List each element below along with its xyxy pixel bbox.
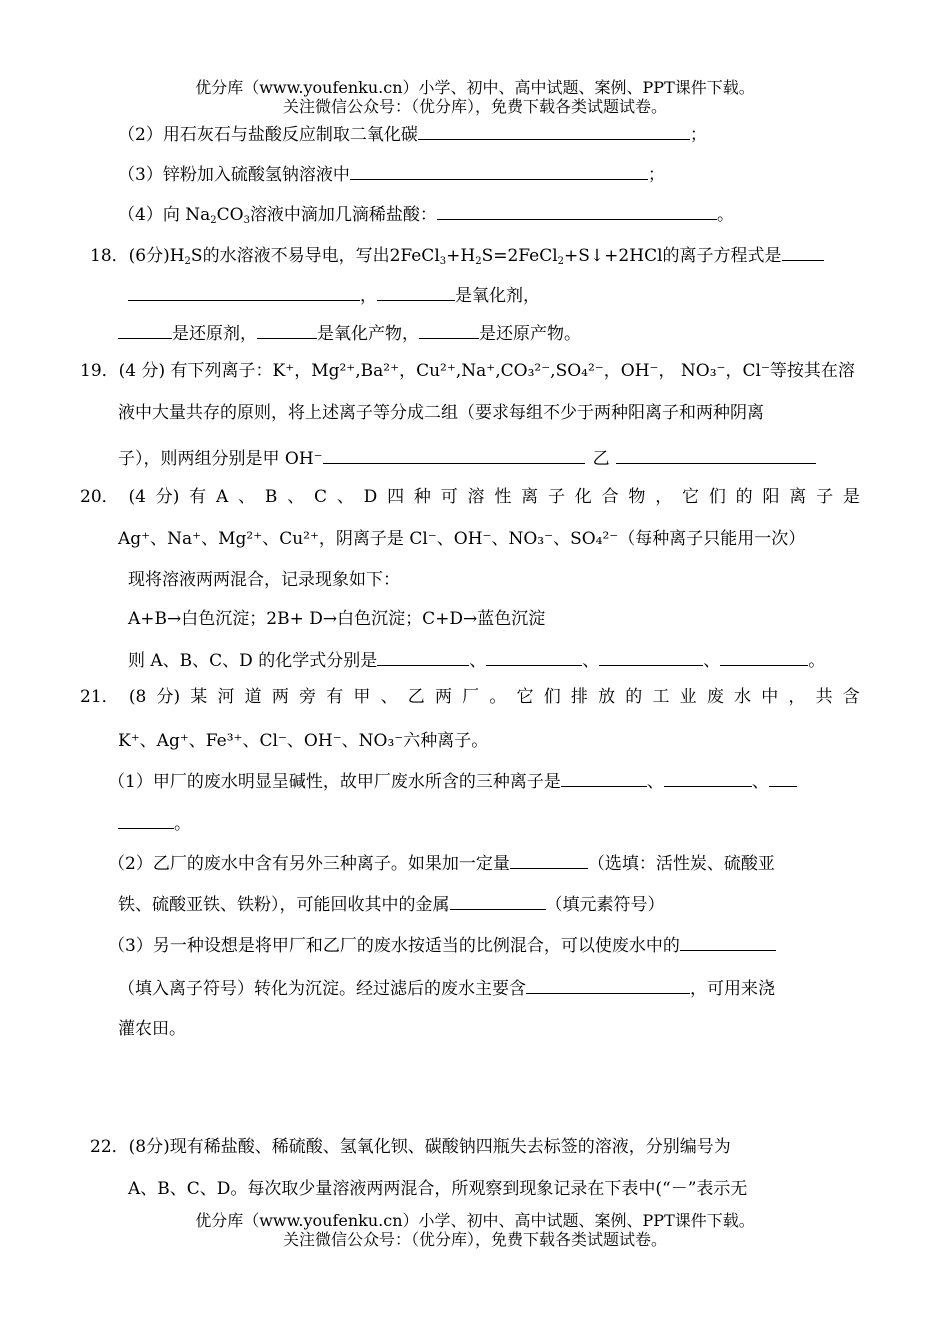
q20-line1-word: 离: [521, 487, 539, 507]
q18-reductant-label: 是还原剂，: [172, 324, 257, 344]
q21-ion3-blank[interactable]: [769, 769, 797, 787]
q22-number: 22．: [90, 1137, 129, 1157]
q21-p3-text-a: （3）另一种设想是将甲厂和乙厂的废水按适当的比例混合，可以使废水中的: [108, 936, 680, 956]
q21-line1-word: 中: [761, 687, 779, 707]
q20-b-blank[interactable]: [486, 648, 582, 666]
q20-line1-word: D: [363, 487, 378, 507]
q21-line1-word: 废: [706, 687, 724, 707]
q21-p1: [108, 769, 797, 793]
q21-line1-word: 。: [489, 687, 507, 707]
q21-remaining-blank[interactable]: [526, 976, 690, 994]
q20-line1-word: 可: [440, 487, 458, 507]
q18-red-product-blank[interactable]: [419, 321, 479, 339]
page-header-line1: 优分库（www.youfenku.cn）小学、初中、高中试题、案例、PPT课件下载。: [195, 78, 755, 97]
q21-p3-text-c: ，可用来浇: [690, 979, 775, 999]
q20-line1-word: 性: [494, 487, 512, 507]
q21-ion3-blank-cont[interactable]: [118, 811, 174, 829]
q21-line1-word: 共: [815, 687, 833, 707]
q22-line1: [90, 1136, 731, 1158]
q20-line1-word: 是: [842, 487, 860, 507]
q21-p1-cont: [118, 811, 191, 835]
q21-p3-text-b: （填入离子符号）转化为沉淀。经过滤后的废水主要含: [118, 979, 526, 999]
q20-line1-word: C: [314, 487, 328, 507]
q21-ions-blank[interactable]: [680, 933, 776, 951]
q20-line1-word: 四: [387, 487, 405, 507]
q21-p2-text-b: （选填：活性炭、硫酸亚: [587, 854, 775, 874]
q21-p1-text: （1）甲厂的废水明显呈碱性，故甲厂废水所含的三种离子是: [108, 772, 561, 792]
q18-oxidant-blank[interactable]: [377, 283, 455, 301]
q21-line1-word: 、: [380, 687, 398, 707]
q21-p3-end: 灌农田。: [118, 1019, 186, 1039]
q20-line1-word: 、: [336, 487, 354, 507]
q21-ion1-blank[interactable]: [561, 769, 647, 787]
q19-text-3a: 子），则两组分别是甲 OH⁻: [118, 449, 323, 469]
q20-sep-2: 、: [582, 651, 600, 671]
q21-line1-word: 两: [271, 687, 289, 707]
q19-line2: 液中大量共存的原则，将上述离子等分成二组（要求每组不少于两种阳离子和两种阴离: [118, 403, 764, 423]
q21-line1-word: 乙: [407, 687, 425, 707]
q19-text-3b: 乙: [592, 449, 610, 469]
q20-line5: [128, 648, 825, 672]
q20-line1-word: 分): [155, 487, 180, 507]
q21-line1-word: 的: [625, 687, 643, 707]
q20-line1-word: 的: [735, 487, 753, 507]
q18-line3: [118, 321, 581, 345]
q20-line1-word: 它: [682, 487, 700, 507]
q19-group-b-blank[interactable]: [616, 446, 816, 464]
q20-line1-word: 化: [574, 487, 592, 507]
q21-line1-word: 厂: [462, 687, 480, 707]
q18-text-1: (6分)H: [128, 246, 185, 266]
q19-line3: [118, 446, 816, 470]
q18-red-product-label: 是还原产物。: [479, 324, 581, 344]
q22-line2: A、B、C、D。每次取少量溶液两两混合，所观察到现象记录在下表中(“－”表示无: [128, 1179, 748, 1199]
q21-reagent-blank[interactable]: [510, 851, 588, 869]
q18-line1: [90, 243, 824, 267]
q20-line1-word: 溶: [467, 487, 485, 507]
q17-item4-period: 。: [716, 205, 734, 225]
q17-item2: [118, 122, 707, 146]
q21-p2-text-a: （2）乙厂的废水中含有另外三种离子。如果加一定量: [108, 854, 510, 874]
q18-line2: [128, 283, 540, 307]
q21-line2: K⁺、Ag⁺、Fe³⁺、Cl⁻、OH⁻、NO₃⁻六种离子。: [118, 731, 489, 751]
q20-line1-word: 、: [238, 487, 256, 507]
q18-sub-3: 2: [475, 256, 482, 267]
q20-line1-word: 子: [816, 487, 834, 507]
q21-line1-word: 有: [326, 687, 344, 707]
q21-line1-word: 放: [598, 687, 616, 707]
page-header-line2: 关注微信公众号：（优分库），免费下载各类试题试卷。: [282, 97, 667, 116]
q18-comma: ，: [360, 286, 377, 306]
q17-item4-text-b: CO: [216, 205, 244, 225]
q21-p3-cont: [118, 976, 775, 1000]
q17-item4-text-c: 溶液中滴加几滴稀盐酸：: [249, 205, 437, 225]
q19-group-a-blank[interactable]: [323, 446, 585, 464]
q18-reductant-blank[interactable]: [118, 321, 172, 339]
q21-line1: [80, 686, 860, 708]
q20-period: 。: [808, 651, 826, 671]
q21-line1-word: (8: [128, 687, 147, 707]
q20-sep-1: 、: [469, 651, 487, 671]
q21-line1-word: 道: [244, 687, 262, 707]
q21-ion2-blank[interactable]: [664, 769, 752, 787]
q18-sub-1: 2: [184, 256, 191, 267]
q18-text-3: +H: [446, 246, 476, 266]
q21-line1-word: 某: [190, 687, 208, 707]
q20-line2: Ag⁺、Na⁺、Mg²⁺、Cu²⁺，阴离子是 Cl⁻、OH⁻、NO₃⁻、SO₄²⁻（每种离子只能用一次）: [118, 529, 806, 549]
q17-item4-sub2: 3: [243, 215, 250, 226]
q21-line1-word: 工: [652, 687, 670, 707]
q21-line1-word: 分): [156, 687, 181, 707]
q18-sub-2: 3: [439, 256, 447, 267]
q19-text-1: (4 分) 有下列离子：K⁺，Mg²⁺,Ba²⁺，Cu²⁺,Na⁺,CO₃²⁻,SO₄²⁻，OH⁻， NO₃⁻，Cl⁻等按其在溶: [118, 361, 855, 381]
q18-number: 18．: [90, 246, 129, 266]
page-footer-line1: 优分库（www.youfenku.cn）小学、初中、高中试题、案例、PPT课件下载。: [195, 1211, 755, 1230]
q17-item3-blank[interactable]: [350, 162, 648, 180]
q21-line1-word: 业: [679, 687, 697, 707]
q20-line4: A+B→白色沉淀；2B+ D→白色沉淀；C+D→蓝色沉淀: [128, 609, 546, 629]
q22-text-1: (8分)现有稀盐酸、稀硫酸、氢氧化钡、碳酸钠四瓶失去标签的溶液，分别编号为: [128, 1137, 731, 1157]
q19-line1: [80, 360, 855, 382]
q18-text-2: S的水溶液不易导电，写出2FeCl: [190, 246, 440, 266]
q21-metal-blank[interactable]: [450, 892, 546, 910]
q18-ox-product-label: 是氧化产物，: [317, 324, 419, 344]
q20-line1-word: 子: [547, 487, 565, 507]
q17-item3-semicolon: ；: [647, 165, 665, 185]
q20-line1-word: 们: [708, 487, 726, 507]
q21-line1-word: 它: [516, 687, 534, 707]
q21-p2-cont: [118, 892, 665, 916]
q18-equation-blank-cont[interactable]: [128, 283, 360, 301]
q21-p2-text-c: 铁、硫酸亚铁、铁粉），可能回收其中的金属: [118, 895, 450, 915]
q18-ox-product-blank[interactable]: [257, 321, 317, 339]
q21-p1-period: 。: [174, 814, 191, 834]
q20-line1-word: 合: [601, 487, 619, 507]
q21-p2: [108, 851, 775, 875]
q20-line1-word: (4: [128, 487, 146, 507]
q17-item4: [118, 202, 734, 226]
q17-item2-text: （2）用石灰石与盐酸反应制取二氧化碳: [118, 125, 418, 145]
q18-sub-4: 2: [557, 256, 565, 267]
q20-line1-word: 种: [413, 487, 431, 507]
q17-item4-sub1: 2: [210, 215, 217, 226]
q21-line1-word: 两: [434, 687, 452, 707]
q18-equation-blank[interactable]: [782, 243, 824, 261]
page-footer-line2: 关注微信公众号：（优分库），免费下载各类试题试卷。: [282, 1230, 667, 1249]
q20-line1: [80, 486, 860, 508]
q20-line1-number: 20．: [80, 487, 119, 507]
q21-line1-word: 甲: [353, 687, 371, 707]
q20-line1-word: 阳: [762, 487, 780, 507]
q17-item2-blank[interactable]: [418, 122, 690, 140]
q21-p3: [108, 933, 776, 957]
q21-p2-text-d: （填元素符号）: [545, 895, 665, 915]
q20-line1-word: 、: [287, 487, 305, 507]
q20-line1-word: ，: [655, 487, 673, 507]
q21-line1-word: 含: [842, 687, 860, 707]
q17-item4-blank[interactable]: [437, 202, 717, 220]
q20-text-5: 则 A、B、C、D 的化学式分别是: [128, 651, 378, 671]
q20-line1-word: A: [215, 487, 229, 507]
q19-number: 19．: [80, 361, 119, 381]
q21-sep-1: 、: [646, 772, 664, 792]
q21-line1-word: 旁: [299, 687, 317, 707]
q20-line1-word: B: [264, 487, 278, 507]
q21-line1-word: 水: [734, 687, 752, 707]
q21-line1-number: 21．: [80, 687, 119, 707]
q20-d-blank[interactable]: [720, 648, 808, 666]
q21-line1-word: 们: [543, 687, 561, 707]
q20-line1-word: 物: [628, 487, 646, 507]
q20-line1-word: 离: [789, 487, 807, 507]
q20-line3: 现将溶液两两混合，记录现象如下：: [128, 570, 400, 590]
q17-item2-semicolon: ；: [689, 125, 707, 145]
q17-item3: [118, 162, 665, 186]
q21-sep-2: 、: [751, 772, 769, 792]
q18-oxidant-label: 是氧化剂，: [455, 286, 540, 306]
q18-text-5: +S↓+2HCl的离子方程式是: [564, 246, 782, 266]
q20-sep-3: 、: [703, 651, 721, 671]
q20-a-blank[interactable]: [377, 648, 469, 666]
q21-line1-word: 河: [217, 687, 235, 707]
q18-text-4: S=2FeCl: [481, 246, 558, 266]
q20-line1-word: 有: [189, 487, 207, 507]
q21-line1-word: ，: [788, 687, 806, 707]
q20-c-blank[interactable]: [599, 648, 703, 666]
q21-line1-word: 排: [570, 687, 588, 707]
q17-item4-text-a: （4）向 Na: [118, 205, 211, 225]
q17-item3-text: （3）锌粉加入硫酸氢钠溶液中: [118, 165, 350, 185]
